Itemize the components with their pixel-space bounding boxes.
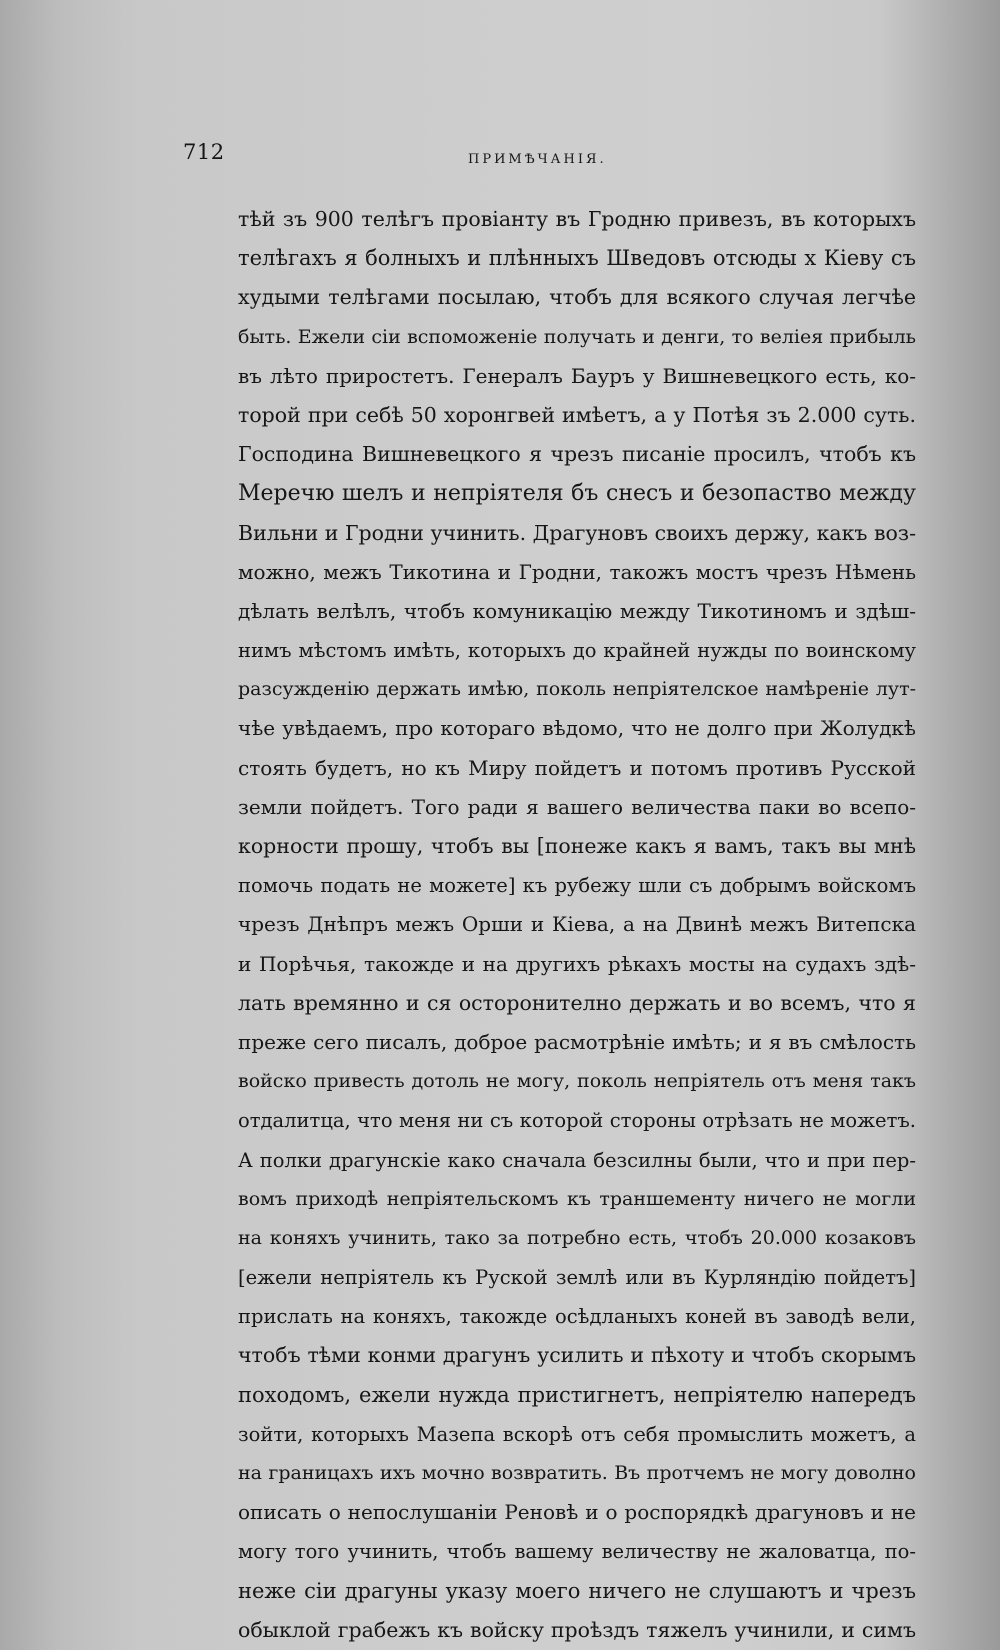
text-line: на коняхъ учинить, тако за потребно есть, чтобъ 20.000 козаковъ (238, 1226, 916, 1249)
text-line: походомъ, ежели нужда пристигнетъ, непріятелю напередъ (238, 1382, 916, 1407)
body-text (238, 200, 916, 1650)
text-line: обыклой грабежъ къ войску проѣздъ тяжелъ учинили, и симъ (238, 1617, 916, 1642)
text-line: преже сего писалъ, доброе расмотрѣніе имѣть; и я въ смѣлость (238, 1029, 916, 1054)
text-line: [ежели непріятель къ Руской землѣ или въ Курляндію пойдетъ] (238, 1266, 916, 1290)
text-line: неже сіи драгуны указу моего ничего не слушаютъ и чрезъ (238, 1578, 916, 1603)
text-line: въ лѣто приростетъ. Генералъ Бауръ у Вишневецкого есть, ко- (238, 363, 916, 388)
text-line: разсужденію держать имѣю, поколь непріятелское намѣреніе лут- (238, 678, 916, 701)
text-line: тѣй зъ 900 телѣгъ провіанту въ Гродню привезъ, въ которыхъ (238, 207, 916, 231)
text-line: прислать на коняхъ, такожде осѣдланыхъ коней въ заводѣ вели, (238, 1305, 916, 1329)
text-line: и Порѣчья, такожде и на другихъ рѣкахъ мосты на судахъ здѣ- (238, 951, 916, 976)
text-line: А полки драгунскіе како сначала безсилны были, что и при пер- (238, 1148, 916, 1172)
text-line: дѣлать велѣлъ, чтобъ комуникацію между Тикотиномъ и здѣш- (238, 598, 916, 623)
text-line: корности прошу, чтобъ вы [понеже какъ я вамъ, такъ вы мнѣ (238, 834, 916, 858)
text-line: описать о непослушаніи Реновѣ и о роспорядкѣ драгуновъ и не (238, 1500, 916, 1525)
text-line: Господина Вишневецкого я чрезъ писаніе просилъ, чтобъ къ (238, 442, 916, 467)
text-line: на границахъ ихъ мочно возвратить. Въ протчемъ не могу доволно (238, 1462, 916, 1484)
text-line: лать времянно и ся осторонително держать и во всемъ, что я (238, 990, 916, 1015)
text-line: могу того учинить, чтобъ вашему величеству не жаловатца, по- (238, 1540, 916, 1564)
text-line: Вильни и Гродни учинить. Драгуновъ своихъ держу, какъ воз- (238, 520, 916, 545)
text-line: быть. Ежели сіи вспоможеніе получать и денги, то веліея прибыль (238, 325, 916, 348)
text-line: отдалитца, что меня ни съ которой стороны отрѣзать не можетъ. (238, 1109, 916, 1133)
text-line: земли пойдетъ. Того ради я вашего величества паки во всепо- (238, 794, 916, 819)
text-line: Меречю шелъ и непріятеля бъ снесъ и безопаство между (238, 481, 916, 507)
page-number: 712 (183, 140, 225, 164)
text-line: телѣгахъ я болныхъ и плѣнныхъ Шведовъ отсюды х Кіеву съ (238, 246, 916, 271)
text-line: нимъ мѣстомъ имѣть, которыхъ до крайней нужды по воинскому (238, 639, 916, 663)
text-line: стоять будетъ, но къ Миру пойдетъ и потомъ противъ Русской (238, 755, 916, 780)
text-line: вомъ приходѣ непріятельскомъ къ траншементу ничего не могли (238, 1187, 916, 1210)
text-line: чрезъ Днѣпръ межъ Орши и Кіева, а на Двинѣ межъ Витепска (238, 912, 916, 937)
text-line: войско привесть дотоль не могу, поколь непріятель отъ меня такъ (238, 1070, 916, 1093)
text-line: можно, межъ Тикотина и Гродни, такожъ мостъ чрезъ Нѣмень (238, 559, 916, 584)
text-line: зойти, которыхъ Мазепа вскорѣ отъ себя промыслить можетъ, а (238, 1422, 916, 1446)
running-header: ПРИМѢЧАНІЯ. (468, 152, 607, 167)
text-line: помочь подать не можете] къ рубежу шли съ добрымъ войскомъ (238, 874, 916, 898)
text-line: торой при себѣ 50 хоронгвей имѣетъ, а у Потѣя зъ 2.000 суть. (238, 402, 916, 427)
text-line: чѣе увѣдаемъ, про котораго вѣдомо, что не долго при Жолудкѣ (238, 716, 916, 741)
text-line: чтобъ тѣми конми драгунъ усилить и пѣхоту и чтобъ скорымъ (238, 1343, 916, 1368)
text-line: худыми телѣгами посылаю, чтобъ для всякого случая легчѣе (238, 285, 916, 310)
